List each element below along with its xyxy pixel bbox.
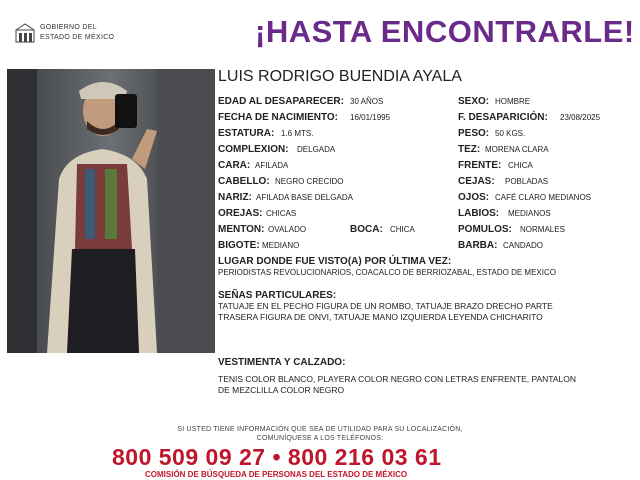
- clothing-label: VESTIMENTA Y CALZADO:: [218, 357, 346, 368]
- hair-label: CABELLO:: [218, 176, 270, 187]
- sex-value: HOMBRE: [495, 97, 531, 106]
- face-value: AFILADA: [255, 161, 289, 170]
- government-line-1: GOBIERNO DEL: [40, 24, 97, 31]
- beard-label: BARBA:: [458, 240, 498, 251]
- birthdate-value: 16/01/1995: [350, 113, 391, 122]
- forehead-label: FRENTE:: [458, 160, 502, 171]
- age-value: 30 AÑOS: [350, 97, 384, 106]
- missing-person-photo: [7, 69, 215, 353]
- clothing-line-1: TENIS COLOR BLANCO, PLAYERA COLOR NEGRO CON LETRAS ENFRENTE, PANTALON: [218, 374, 577, 384]
- hair-value: NEGRO CRECIDO: [275, 177, 344, 186]
- face-label: CARA:: [218, 160, 251, 171]
- chin-label: MENTON:: [218, 224, 265, 235]
- last-seen-label: LUGAR DONDE FUE VISTO(A) POR ÚLTIMA VEZ:: [218, 256, 452, 267]
- chin-value: OVALADO: [268, 225, 307, 234]
- headline: ¡HASTA ENCONTRARLE!: [255, 14, 635, 49]
- cheekbones-value: NORMALES: [520, 225, 565, 234]
- eyebrows-label: CEJAS:: [458, 176, 495, 187]
- hotline-phones[interactable]: 800 509 09 27 • 800 216 03 61: [112, 444, 442, 470]
- sex-label: SEXO:: [458, 96, 490, 107]
- last-seen-value: PERIODISTAS REVOLUCIONARIOS, COACALCO DE BERRIOZABAL, ESTADO DE MEXICO: [218, 268, 556, 277]
- height-label: ESTATURA:: [218, 128, 275, 139]
- marks-label: SEÑAS PARTICULARES:: [218, 290, 337, 301]
- lips-value: MEDIANOS: [508, 209, 551, 218]
- disappearance-date-label: F. DESAPARICIÓN:: [458, 112, 548, 123]
- forehead-value: CHICA: [508, 161, 533, 170]
- government-line-2: ESTADO DE MÉXICO: [40, 34, 115, 41]
- person-name: LUIS RODRIGO BUENDIA AYALA: [218, 68, 462, 85]
- disappearance-date-value: 23/08/2025: [560, 113, 601, 122]
- complexion-value: MORENA CLARA: [485, 145, 549, 154]
- info-note-line-1: SI USTED TIENE INFORMACIÓN QUE SEA DE UTILIDAD PARA SU LOCALIZACIÓN,: [177, 426, 463, 433]
- eyes-label: OJOS:: [458, 192, 490, 203]
- birthdate-label: FECHA DE NACIMIENTO:: [218, 112, 338, 123]
- complexion-label: TEZ:: [458, 144, 481, 155]
- mouth-value: CHICA: [390, 225, 415, 234]
- build-label: COMPLEXION:: [218, 144, 289, 155]
- weight-label: PESO:: [458, 128, 490, 139]
- lips-label: LABIOS:: [458, 208, 500, 219]
- clothing-line-2: DE MEZCLILLA COLOR NEGRO: [218, 385, 345, 395]
- state-seal-icon: [14, 22, 36, 44]
- marks-line-1: TATUAJE EN EL PECHO FIGURA DE UN ROMBO, TATUAJE BRAZO DRECHO PARTE: [218, 301, 553, 311]
- nose-value: AFILADA BASE DELGADA: [256, 193, 353, 202]
- ears-value: CHICAS: [266, 209, 297, 218]
- cheekbones-label: POMULOS:: [458, 224, 512, 235]
- mustache-value: MEDIANO: [262, 241, 300, 250]
- commission-name: COMISIÓN DE BÚSQUEDA DE PERSONAS DEL ESTADO DE MÉXICO: [145, 470, 408, 479]
- eyebrows-value: POBLADAS: [505, 177, 549, 186]
- weight-value: 50 KGS.: [495, 129, 526, 138]
- height-value: 1.6 MTS.: [281, 129, 314, 138]
- build-value: DELGADA: [297, 145, 336, 154]
- marks-line-2: TRASERA FIGURA DE ONVI, TATUAJE MANO IZQUIERDA LEYENDA CHICHARITO: [218, 312, 543, 322]
- ears-label: OREJAS:: [218, 208, 263, 219]
- beard-value: CANDADO: [503, 241, 544, 250]
- info-note-line-2: COMUNÍQUESE A LOS TELÉFONOS:: [256, 435, 384, 442]
- nose-label: NARIZ:: [218, 192, 252, 203]
- mouth-label: BOCA:: [350, 224, 383, 235]
- mustache-label: BIGOTE:: [218, 240, 260, 251]
- eyes-value: CAFÉ CLARO MEDIANOS: [495, 193, 592, 202]
- age-label: EDAD AL DESAPARECER:: [218, 96, 344, 107]
